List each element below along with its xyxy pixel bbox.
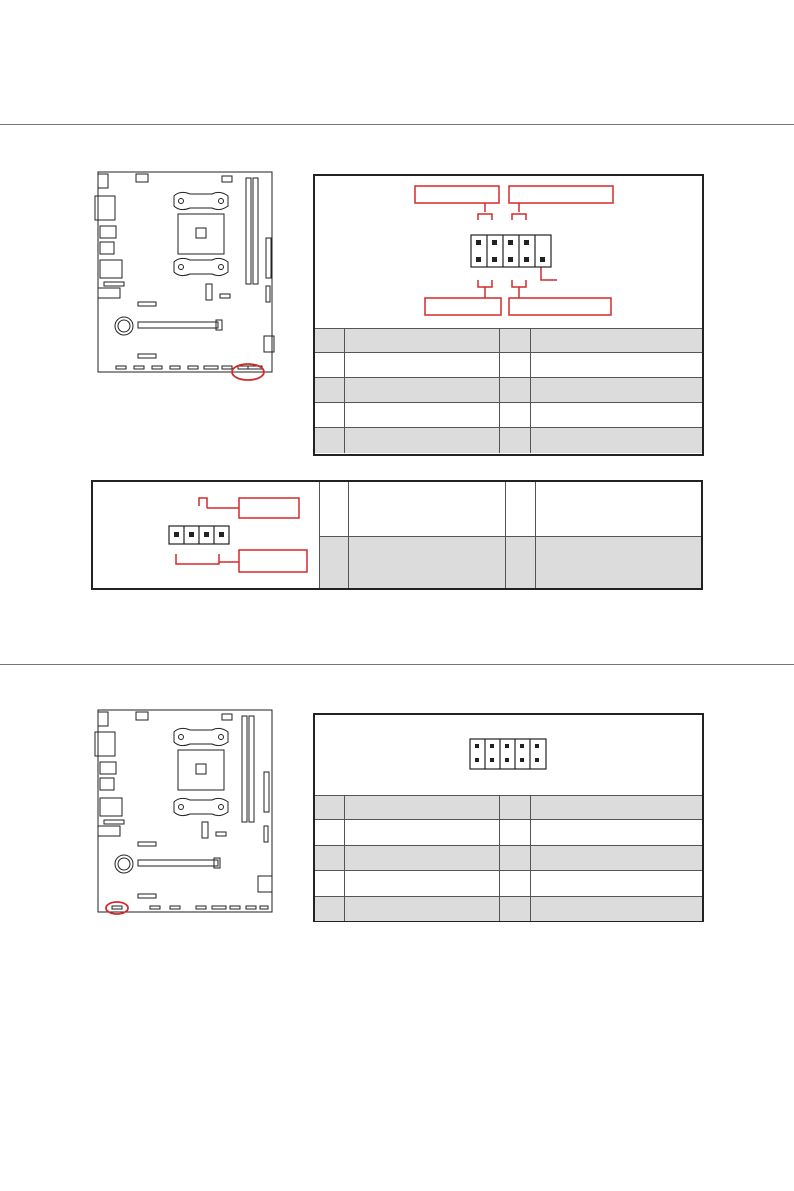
pin-number (315, 846, 344, 871)
pin-signal (536, 482, 702, 536)
pin-signal (530, 428, 702, 453)
table-row (320, 536, 702, 588)
pin-signal (349, 536, 506, 588)
table-row (315, 403, 702, 428)
pin-number (499, 378, 530, 403)
pin-signal (530, 378, 702, 403)
pin-diagram-2 (93, 482, 319, 588)
header-panel-3 (313, 713, 704, 922)
section-divider-rule (0, 664, 794, 665)
pin-table-1 (315, 328, 702, 453)
pin-number (499, 428, 530, 453)
pin-diagram-1 (315, 176, 702, 326)
pin-signal (349, 482, 506, 536)
pin-number (506, 482, 536, 536)
pin-number (499, 846, 530, 871)
pin-signal (344, 378, 499, 403)
table-row (315, 329, 702, 353)
page-top-rule (0, 124, 794, 125)
pin-number (499, 820, 530, 846)
table-row (315, 353, 702, 378)
pin-number (315, 403, 344, 428)
pin-signal (530, 897, 702, 921)
pin-signal (344, 897, 499, 921)
pin-table-2 (319, 482, 701, 588)
pin-diagram-3 (315, 715, 702, 795)
pin-signal (530, 329, 702, 353)
table-row (315, 820, 702, 846)
pin-number (315, 353, 344, 378)
pin-signal (530, 846, 702, 871)
pin-number (315, 329, 344, 353)
table-row (315, 846, 702, 871)
table-row (315, 897, 702, 921)
pin-signal (344, 796, 499, 820)
pin-number (315, 796, 344, 820)
pin-signal (344, 820, 499, 846)
pin-number (499, 796, 530, 820)
pin-signal (530, 403, 702, 428)
motherboard-diagram-top (90, 168, 280, 382)
header-panel-1 (313, 174, 704, 456)
pin-signal (344, 353, 499, 378)
pin-number (315, 897, 344, 921)
table-row (315, 871, 702, 897)
table-row (315, 796, 702, 820)
pin-number (315, 378, 344, 403)
pin-number (315, 871, 344, 897)
pin-signal (344, 871, 499, 897)
header-panel-2 (91, 480, 703, 590)
pin-signal (530, 871, 702, 897)
pin-signal (344, 846, 499, 871)
pin-table-3 (315, 795, 702, 921)
pin-number (499, 329, 530, 353)
pin-signal (530, 796, 702, 820)
pin-number (499, 353, 530, 378)
pin-signal (344, 428, 499, 453)
motherboard-diagram-bottom (90, 706, 280, 920)
pin-number (315, 820, 344, 846)
pin-number (320, 482, 349, 536)
pin-number (315, 428, 344, 453)
pin-signal (536, 536, 702, 588)
pin-signal (344, 403, 499, 428)
table-row (315, 428, 702, 453)
pin-signal (530, 353, 702, 378)
pin-number (506, 536, 536, 588)
pin-number (499, 403, 530, 428)
pin-number (320, 536, 349, 588)
pin-signal (530, 820, 702, 846)
pin-number (499, 871, 530, 897)
pin-number (499, 897, 530, 921)
pin-signal (344, 329, 499, 353)
table-row (315, 378, 702, 403)
table-row (320, 482, 702, 536)
